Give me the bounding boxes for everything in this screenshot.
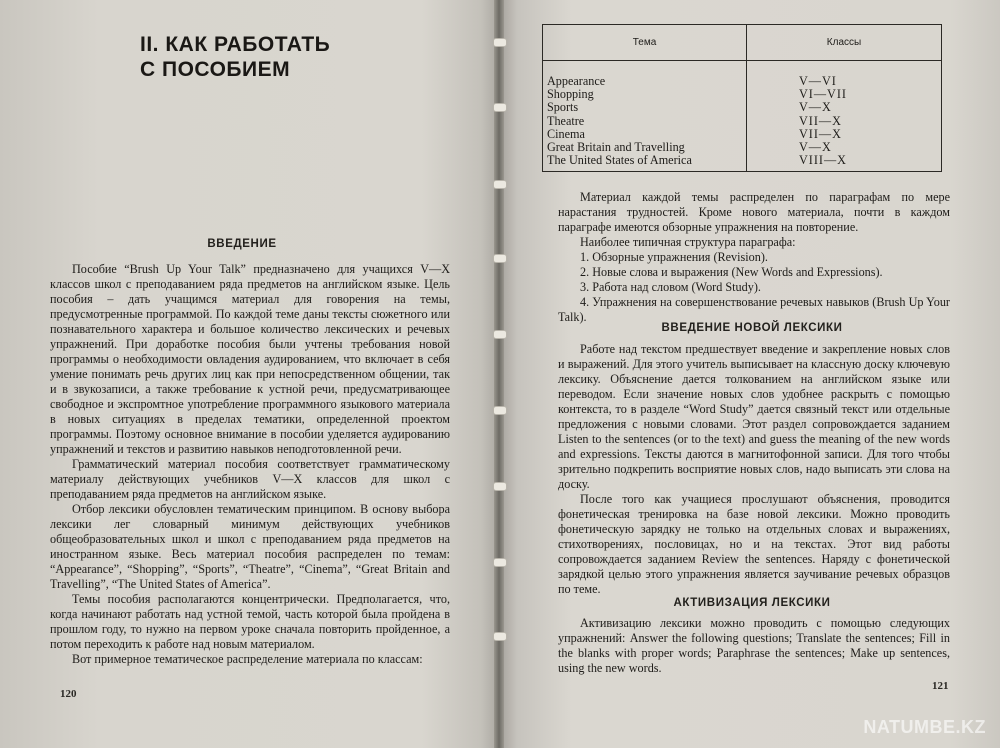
list-item: 4. Упражнения на совершенствование речевых навыков (Brush Up Your Talk). (558, 295, 950, 324)
table-theme-cell: Appearance (547, 74, 606, 88)
table-theme-cell: Sports (547, 100, 579, 115)
page-number-right: 121 (932, 680, 949, 692)
paragraph-grammar: Грамматический материал пособия соответствует грамматическому материалу действующих учебников V—X классов для школ с преподаванием ряда предметов на английском языке. (50, 457, 450, 501)
table-grade-cell: V—X (799, 140, 832, 155)
binding-stitch (493, 632, 507, 641)
table-grade-cell: V—VI (799, 74, 837, 88)
left-page (0, 0, 496, 748)
watermark-logo: NATUMBE.KZ (863, 717, 986, 737)
paragraph-themes: Темы пособия располагаются концентрически. Предполагается, что, когда начинают работать над устной темой, часть которой была пройдена в прошлом году, то нужно на первом уроке сначала повторить пройденное, а потом переходить к работе над новым материалом. (50, 592, 450, 651)
paragraph-lexis: Отбор лексики обусловлен тематическим принципом. В основу выбора лексики лег словарный минимум действующих учебников общеобразовательных школ и школ с преподаванием ряда предметов на иностранном языке. Весь материал пособия распределен по темам: “Appearance”, “Shopping”, “Sports”, “Theatre”, “Cinema”, “Great Britain and Travelling”, “The United States of America”. (50, 502, 450, 591)
list-item: 3. Работа над словом (Word Study). (580, 280, 761, 294)
table-theme-cell: Theatre (547, 113, 585, 128)
paragraph-structure-intro: Наиболее типичная структура параграфа: (580, 235, 796, 249)
page-number-left: 120 (60, 688, 77, 700)
binding-stitch (493, 180, 507, 189)
table-grade-cell: VII—X (799, 126, 842, 141)
paragraph-vocab-intro: Работе над текстом предшествует введение и закрепление новых слов и выражений. Для этого учитель выписывает на классную доску ключевую лексику. Объяснение дается толкованием на английском языке или переводом. Если значение новых слов удобнее раскрыть с помощью контекста, то в разделе “Word Study” дается связный текст или отдельные предложения с новыми словами. Этот раздел сопровождается заданием Listen to the sentences (or to the text) and guess the meaning of the new words and expressions. Тексты даются в магнитофонной записи. Для того чтобы зрительно подкрепить восприятие новых слов, надо выписать эти слова на доску. (558, 342, 950, 491)
table-grade-cell: VI—VII (799, 87, 847, 102)
structure-list (558, 250, 950, 325)
paragraph-intro: Пособие “Brush Up Your Talk” предназначено для учащихся V—X классов школ с преподаванием ряда предметов на английском языке. Цель пособия – дать учащимся материал для говорения на темы, предусмотренные программой. По каждой теме даны тексты сюжетного или познавательного характера и большое количество лексических и речевых упражнений. При доработке пособия были учтены требования новой программы о необходимости овладения аудированием, что включает в себя умение понимать речь других лиц как при непосредственном общении, так и в звукозаписи, а также требование к устной речи, предусматривающее свободное и экспромтное употребление программного языкового материала в новых ситуациях в пределах тематики, определенной проектом программы. Поэтому основное внимание в пособии уделяется аудированию упражнений и текстов и развитию навыков неподготовленной речи. (50, 262, 450, 456)
table-body-row (543, 61, 942, 172)
table-theme-cell: Cinema (547, 126, 585, 141)
right-body-middle (558, 342, 950, 597)
table-grade-cell: V—X (799, 100, 832, 115)
table-grade-cell: VII—X (799, 113, 842, 128)
table-header-row (543, 25, 942, 61)
binding-stitch (493, 103, 507, 112)
table-theme-cell: Great Britain and Travelling (547, 140, 685, 155)
section-heading-intro: ВВЕДЕНИЕ (207, 238, 277, 250)
right-page (502, 0, 1000, 748)
paragraph-paragraph-distribution: Материал каждой темы распределен по параграфам по мере нарастания трудностей. Кроме нового материала, почти в каждом параграфе имеются обзорные упражнения на повторение. (558, 190, 950, 234)
binding-stitch (493, 558, 507, 567)
section-heading-activation: АКТИВИЗАЦИЯ ЛЕКСИКИ (673, 597, 831, 609)
list-item: 1. Обзорные упражнения (Revision). (580, 250, 768, 264)
chapter-title (140, 32, 330, 82)
table-theme-cell: The United States of America (547, 153, 692, 168)
table-column-themes (543, 61, 747, 172)
binding-stitch (493, 482, 507, 491)
paragraph-distribution: Вот примерное тематическое распределение материала по классам: (72, 652, 423, 666)
binding-stitch (493, 38, 507, 47)
binding-stitch (493, 254, 507, 263)
table-header-grades: Классы (747, 25, 942, 61)
chapter-title-line-2: С ПОСОБИЕМ (140, 58, 291, 81)
right-body-upper (558, 190, 950, 325)
right-body-lower (558, 616, 950, 676)
binding-stitch (493, 406, 507, 415)
table-header-theme: Тема (543, 25, 747, 61)
chapter-title-line-1: II. КАК РАБОТАТЬ (140, 33, 331, 56)
table-column-grades (747, 61, 942, 172)
table-grade-cell: VIII—X (799, 153, 847, 168)
section-heading-new-vocab: ВВЕДЕНИЕ НОВОЙ ЛЕКСИКИ (661, 322, 843, 334)
theme-distribution-table (542, 24, 942, 172)
list-item: 2. Новые слова и выражения (New Words and Expressions). (580, 265, 883, 279)
table-theme-cell: Shopping (547, 87, 594, 102)
paragraph-phonetics: После того как учащиеся прослушают объяснения, проводится фонетическая тренировка на базе новой лексики. Можно проводить фонетическую зарядку не только на отдельных словах и выражениях, стихотворениях, пословицах, но и на текстах. Этот вид работы сопровождается заданием Review the sentences. Наряду с фонетической зарядкой целью этого упражнения является заучивание речевых образцов по теме. (558, 492, 950, 596)
paragraph-activation: Активизацию лексики можно проводить с помощью следующих упражнений: Answer the following questions; Translate the sentences; Fill in the blanks with proper words; Paraphrase the sentences; Make up sentences, using the new words. (558, 616, 950, 675)
binding-stitch (493, 330, 507, 339)
left-body-text (50, 262, 450, 667)
